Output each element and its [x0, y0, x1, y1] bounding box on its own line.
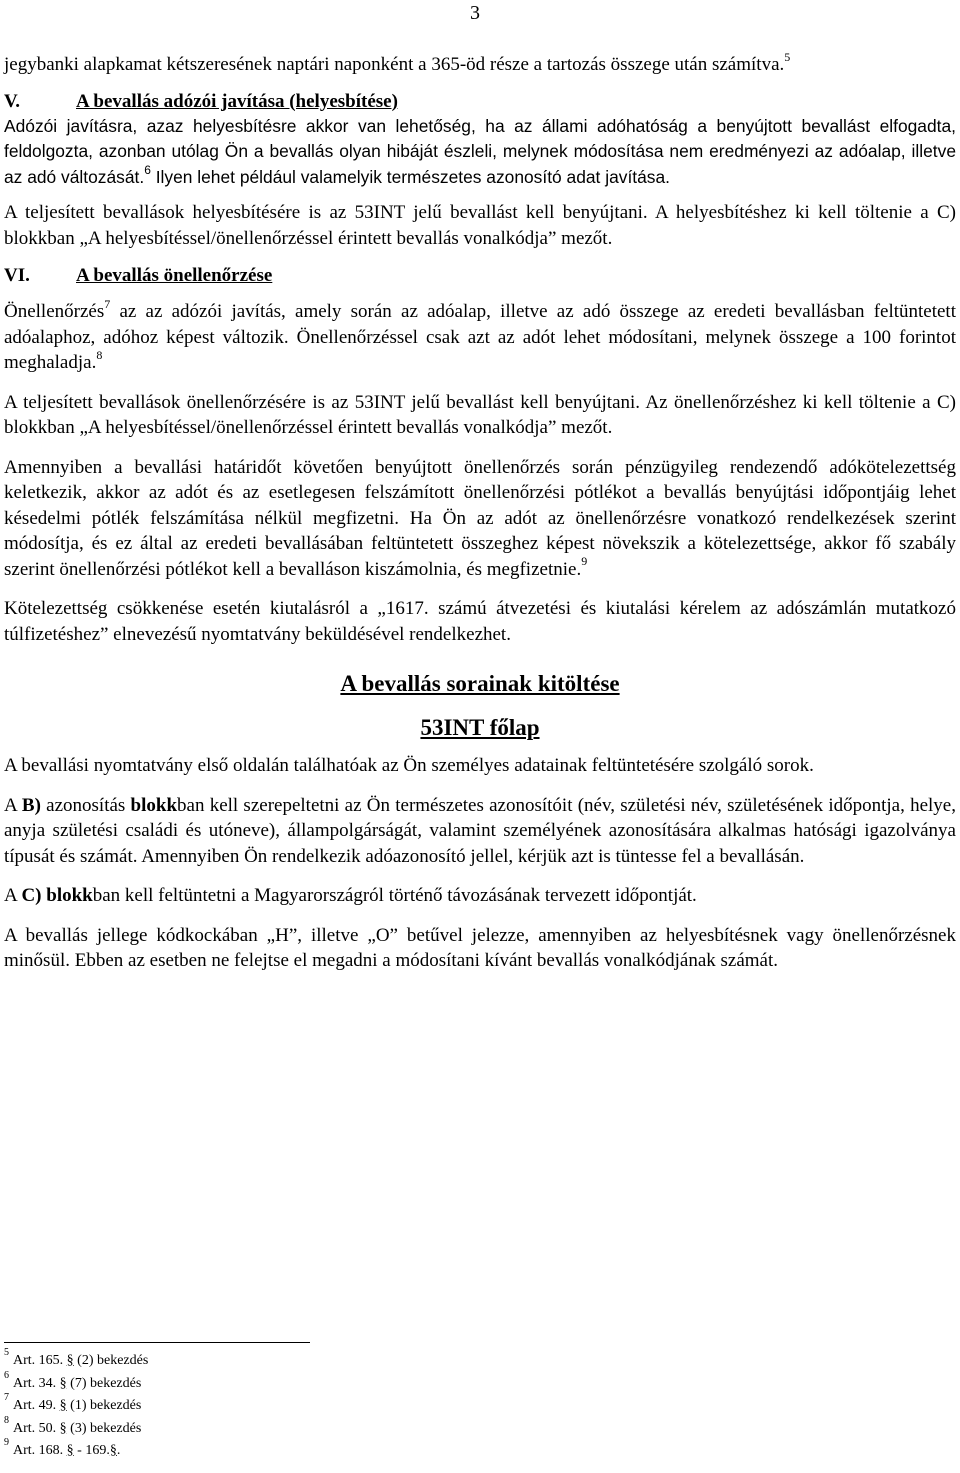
footnote-ref-text: (2) bekezdés: [73, 1353, 149, 1368]
section-vi-number: VI.: [4, 265, 30, 286]
footnote-ref-text: Art. 50.: [13, 1420, 57, 1436]
footnote-ref-6: 6: [144, 162, 151, 177]
paragraph-f3-block-letter: C): [21, 885, 42, 906]
paragraph-f3: [4, 883, 956, 909]
paragraph-f3-post: ban kell feltüntetni a Magyarországról történő távozásának tervezett időpontját.: [92, 885, 697, 906]
footnote-6: [4, 1369, 148, 1396]
paragraph-intro: [4, 49, 956, 78]
paragraph-f2-post: ban kell szerepeltetni az Ön természetes azonosítóit (név, születési név, születésének időpontja, helye, anyja születési családi és utóneve), állampolgárságát, valamint személyének azonosítására alkalmas hatósági igazolványa típusát és számát. Amennyiben Ön rendelkezik adóazonosító jellel, kérjük azt is tüntesse fel a bevallásán.: [4, 794, 956, 867]
footnote-7: [4, 1392, 148, 1418]
footnote-section-sign: §: [59, 1375, 67, 1391]
footnote-ref-text: (1) bekezdés: [66, 1398, 142, 1413]
section-v-heading: [4, 90, 956, 114]
paragraph-vi1: [4, 296, 956, 376]
footnote-ref-text: (7) bekezdés: [66, 1375, 142, 1391]
paragraph-f2-pre: A: [4, 794, 22, 816]
footnote-ref-5: 5: [784, 49, 791, 64]
footnote-ref-text: (3) bekezdés: [66, 1420, 142, 1436]
paragraph-vi4: Kötelezettség csökkenése esetén kiutalásról a „1617. számú átvezetési és kiutalási kérelem az adószámlán mutatkozó túlfizetéshez” elnevezésű nyomtatvány beküldésével rendelkezhet.: [4, 598, 956, 645]
footnote-section-sign: §: [66, 1353, 74, 1368]
paragraph-vi1-text: az az adózói javítás, amely során az adóalap, illetve az adó összege az eredeti bevallásban feltüntetett adóalaphoz, adóhoz képest változik. Önellenőrzéssel csak azt az adót lehet módosítani, melynek összege a 100 forintot meghaladja.: [4, 301, 956, 373]
paragraph-vi3-text: Amennyiben a bevallási határidőt követően benyújtott önellenőrzés során pénzügyileg rendezendő adókötelezettség keletkezik, akkor az adót és az esetlegesen felszámított önellenőrzési pótlékot a bevallás benyújtási időpontjáig lehet késedelmi pótlék felszámítása nélkül megfizetni. Ha Ön az adót az önellenőrzésre vonatkozó rendelkezések szerint módosítja, és ez által az eredeti bevallásában feltüntetett összeghez képest növekszik a kötelezettsége, akkor fő szabály szerint önellenőrzési pótlékot kell a bevalláson kiszámolnia, és megfizetnie.: [4, 456, 956, 580]
footnote-number: 9: [4, 1437, 9, 1449]
footnote-ref-text: Art. 34.: [13, 1375, 57, 1391]
document-body: [4, 49, 956, 974]
paragraph-f1: A bevallási nyomtatvány első oldalán találhatóak az Ön személyes adatainak feltüntetésére szolgáló sorok.: [4, 755, 814, 776]
footnote-9: [4, 1437, 148, 1463]
footnote-number: 7: [4, 1392, 9, 1404]
paragraph-v1: [4, 114, 956, 191]
footnotes: [4, 1347, 149, 1463]
paragraph-f2-block-word: blokk: [130, 794, 178, 816]
paragraph-f4: A bevallás jellege kódkockában „H”, illetve „O” betűvel jelezze, amennyiben az helyesbítésnek vagy önellenőrzésnek minősül. Ebben az esetben ne felejtse el megadni a módosítani kívánt bevallás vonalkódjának számát.: [4, 924, 956, 971]
footnote-ref-text: Art. 165.: [13, 1353, 64, 1368]
footnote-ref-8: 8: [96, 347, 103, 362]
footnote-number: 5: [4, 1347, 9, 1359]
rows-section-title: A bevallás sorainak kitöltése: [340, 671, 620, 696]
footnote-ref-text: - 169.: [73, 1443, 110, 1458]
section-vi-heading: [4, 263, 956, 289]
section-vi-title: A bevallás önellenőrzése: [76, 265, 273, 286]
paragraph-f3-block-word: blokk: [46, 885, 93, 906]
footnote-ref-9: 9: [581, 554, 588, 569]
footnote-separator: [4, 1342, 310, 1343]
footnote-ref-text: Art. 49.: [13, 1398, 57, 1413]
paragraph-f2-mid: azonosítás: [40, 794, 131, 816]
footnote-section-sign: §: [59, 1398, 67, 1413]
paragraph-v1-text: Adózói javításra, azaz helyesbítésre akkor van lehetőség, ha az állami adóhatóság a benyújtott bevallást elfogadta, feldolgozta, azonban utólag Ön a bevallás olyan hibáját észleli, melynek módosítása nem eredményezi az adóalap, illetve az adó változását.: [4, 115, 956, 187]
footnote-ref-text: Art. 168.: [13, 1443, 64, 1458]
footnote-section-sign: §: [109, 1443, 117, 1458]
paragraph-intro-text: jegybanki alapkamat kétszeresének naptári naponként a 365-öd része a tartozás összege után számítva.: [4, 54, 785, 75]
paragraph-v1-text-cont: Ilyen lehet például valamelyik természetes azonosító adat javítása.: [150, 166, 670, 187]
footnote-8: [4, 1414, 148, 1441]
footnote-5: [4, 1347, 149, 1373]
footnote-number: 8: [4, 1414, 9, 1426]
paragraph-vi1-term: Önellenőrzés: [4, 301, 105, 322]
paragraph-f2: [4, 793, 956, 870]
section-v-number: V.: [4, 90, 21, 112]
paragraph-v2: A teljesített bevallások helyesbítésére is az 53INT jelű bevallást kell benyújtani. A helyesbítéshez ki kell töltenie a C) blokkban „A helyesbítéssel/önellenőrzéssel érintett bevallás vonalkódja” mezőt.: [4, 202, 956, 249]
page-number: 3: [470, 2, 480, 24]
paragraph-f3-pre: A: [4, 885, 22, 906]
form-section-title: 53INT főlap: [420, 715, 540, 740]
paragraph-f2-block-letter: B): [21, 794, 41, 816]
footnote-ref-text: .: [116, 1443, 121, 1458]
footnote-number: 6: [4, 1369, 9, 1381]
footnote-ref-7: 7: [104, 296, 111, 311]
footnote-section-sign: §: [59, 1420, 67, 1436]
footnote-section-sign: §: [66, 1443, 74, 1458]
section-v-title: A bevallás adózói javítása (helyesbítése): [76, 90, 398, 112]
paragraph-vi2: A teljesített bevallások önellenőrzésére is az 53INT jelű bevallást kell benyújtani. Az önellenőrzéshez ki kell töltenie a C) blokkban „A helyesbítéssel/önellenőrzéssel érintett bevallás vonalkódja” mezőt.: [4, 391, 956, 438]
paragraph-vi3: [4, 455, 956, 583]
